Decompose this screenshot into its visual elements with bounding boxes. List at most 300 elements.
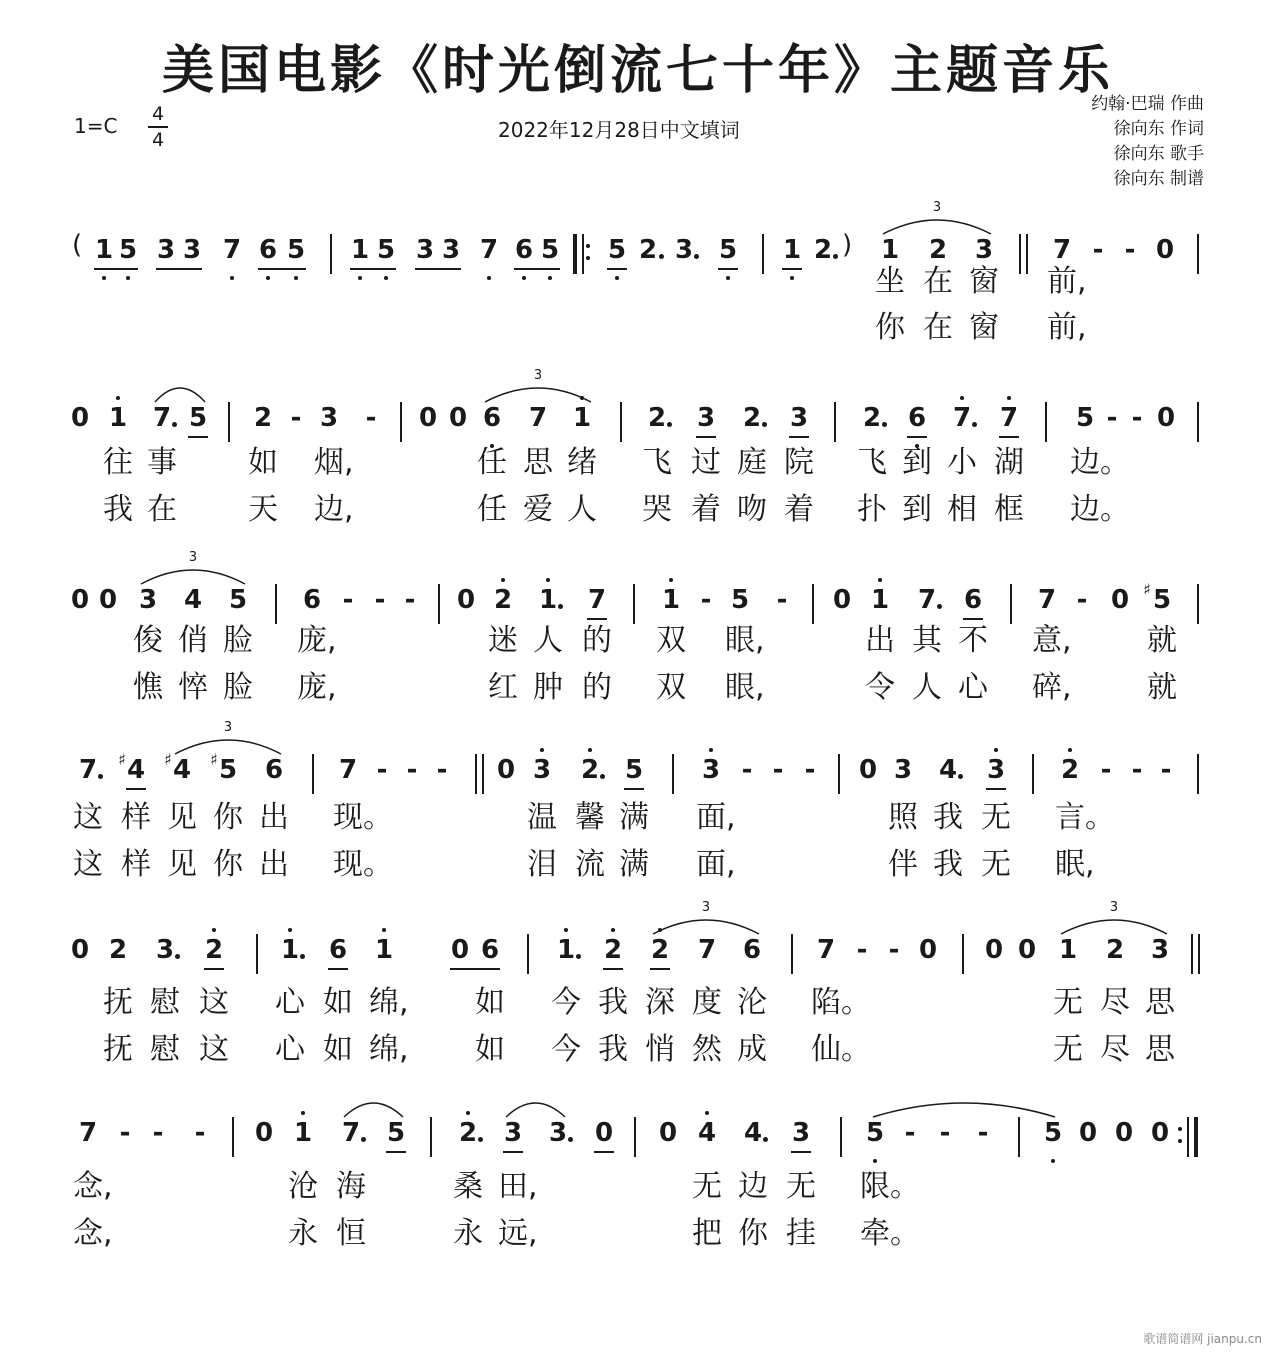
- note-dash: -: [977, 1118, 989, 1148]
- lyric-char: 温: [527, 800, 557, 835]
- lyric-char: 仙。: [811, 1032, 871, 1067]
- lyric-char: 窗: [969, 264, 999, 299]
- barline: [962, 934, 964, 974]
- note-digit: 5: [865, 1118, 885, 1148]
- note-digit: 1: [94, 235, 114, 265]
- triplet-number: 3: [533, 368, 543, 383]
- barline: [228, 402, 230, 442]
- time-signature-top: 4: [151, 103, 165, 125]
- augmentation-dot: [882, 422, 887, 427]
- repeat-end-barline: [1187, 1117, 1198, 1157]
- eighth-underline: [188, 436, 208, 438]
- triplet-number: 3: [932, 200, 942, 215]
- note-digit: 7: [479, 235, 499, 265]
- note-digit: 4: [126, 755, 146, 785]
- lyric-char: 深: [645, 985, 675, 1020]
- note-dash: -: [1131, 755, 1143, 785]
- lyric-char: 心: [275, 985, 305, 1020]
- upper-octave-dot: [301, 1111, 305, 1115]
- note-digit: 1: [280, 935, 300, 965]
- lyric-char: 烟,: [314, 445, 354, 480]
- note-digit: 5: [1043, 1118, 1063, 1148]
- lyric-char: 见: [167, 847, 197, 882]
- augmentation-dot: [762, 422, 767, 427]
- note-digit: 3: [789, 403, 809, 433]
- lyric-char: 尽: [1100, 985, 1130, 1020]
- note-digit: 1: [374, 935, 394, 965]
- barline: [834, 402, 836, 442]
- lyrics-verse-1-line-1: [0, 262, 1276, 302]
- note-dash: -: [888, 935, 900, 965]
- triplet-arc: [652, 912, 760, 936]
- eighth-underline: [328, 968, 348, 970]
- note-digit: 5: [386, 1118, 406, 1148]
- lyric-char: 悄: [645, 1032, 675, 1067]
- lyric-char: 在: [923, 264, 953, 299]
- barline: [1032, 754, 1034, 794]
- credits: [1091, 92, 1204, 192]
- note-dash: -: [406, 755, 418, 785]
- note-dash: -: [856, 935, 868, 965]
- barline: [232, 1117, 234, 1157]
- upper-octave-dot: [564, 928, 568, 932]
- lyric-char: 飞: [642, 445, 672, 480]
- credit-composer: 约翰·巴瑞 作曲: [1091, 94, 1204, 114]
- augmentation-dot: [175, 954, 180, 959]
- repeat-dot: [586, 256, 590, 260]
- lyrics-verse-1-line-5: [0, 983, 1276, 1023]
- note-digit: 0: [254, 1118, 274, 1148]
- lyric-char: 边,: [314, 492, 354, 527]
- slur-arc: [343, 1095, 404, 1119]
- note-digit: 4: [172, 755, 192, 785]
- note-digit: 5: [1075, 403, 1095, 433]
- lyric-char: 出: [259, 800, 289, 835]
- lyric-char: 悴: [178, 670, 208, 705]
- note-dash: -: [1131, 403, 1143, 433]
- subtitle: 2022年12月28日中文填词: [498, 118, 740, 142]
- note-digit: 3: [1150, 935, 1170, 965]
- lyric-char: 人: [533, 623, 563, 658]
- lyric-char: 眼,: [725, 623, 765, 658]
- lyric-char: 然: [692, 1032, 722, 1067]
- barline: [620, 402, 622, 442]
- lyric-char: 面,: [696, 800, 736, 835]
- note-digit: 6: [258, 235, 278, 265]
- note-digit: 2: [647, 403, 667, 433]
- augmentation-dot: [667, 422, 672, 427]
- augmentation-dot: [300, 954, 305, 959]
- note-digit: 2: [650, 935, 670, 965]
- lyric-char: 院: [784, 445, 814, 480]
- lyric-char: 样: [121, 800, 151, 835]
- lyric-char: 就: [1147, 670, 1177, 705]
- lyric-char: 馨: [575, 800, 605, 835]
- augmentation-dot: [694, 254, 699, 259]
- note-dash: -: [772, 755, 784, 785]
- note-digit: 7: [152, 403, 172, 433]
- note-digit: 5: [286, 235, 306, 265]
- lyric-char: 田,: [498, 1169, 538, 1204]
- note-digit: 7: [78, 755, 98, 785]
- lyric-char: 事: [147, 445, 177, 480]
- lyrics-verse-2-line-2: [0, 490, 1276, 530]
- upper-octave-dot: [611, 928, 615, 932]
- note-digit: 3: [974, 235, 994, 265]
- triplet-number: 3: [701, 900, 711, 915]
- note-digit: 6: [514, 235, 534, 265]
- augmentation-dot: [558, 604, 563, 609]
- note-digit: 4: [697, 1118, 717, 1148]
- time-signature: [146, 102, 170, 152]
- note-digit: 1: [293, 1118, 313, 1148]
- lyric-char: 思: [1145, 1032, 1175, 1067]
- lyric-char: 心: [958, 670, 988, 705]
- note-digit: 0: [450, 935, 470, 965]
- note-dash: -: [700, 585, 712, 615]
- note-digit: 3: [893, 755, 913, 785]
- upper-octave-dot: [994, 748, 998, 752]
- lyric-char: 边。: [1070, 492, 1130, 527]
- lyric-char: 的: [582, 623, 612, 658]
- barline: [791, 934, 793, 974]
- triplet-number: 3: [188, 550, 198, 565]
- note-digit: 3: [138, 585, 158, 615]
- note-digit: 2: [862, 403, 882, 433]
- lyric-char: 见: [167, 800, 197, 835]
- eighth-underline: [907, 436, 927, 438]
- lyric-char: 俊: [133, 623, 163, 658]
- lyric-char: 爱: [523, 492, 553, 527]
- note-digit: 1: [1058, 935, 1078, 965]
- note-digit: 1: [661, 585, 681, 615]
- lyric-char: 思: [1145, 985, 1175, 1020]
- triplet-arc: [484, 380, 592, 404]
- lyric-char: 飞: [857, 445, 887, 480]
- augmentation-dot: [98, 774, 103, 779]
- sharp-sign: ♯: [1143, 580, 1151, 599]
- barline: [634, 1117, 636, 1157]
- note-digit: 5: [118, 235, 138, 265]
- lyric-char: 沦: [737, 985, 767, 1020]
- lyric-char: 吻: [737, 492, 767, 527]
- eighth-underline: [789, 436, 809, 438]
- augmentation-dot: [972, 422, 977, 427]
- note-digit: 2: [458, 1118, 478, 1148]
- note-digit: 6: [480, 935, 500, 965]
- lyric-char: 湖: [994, 445, 1024, 480]
- note-digit: 4: [743, 1118, 763, 1148]
- lyric-char: 永: [288, 1216, 318, 1251]
- lyric-char: 坐: [875, 264, 905, 299]
- lyric-char: 碎,: [1032, 670, 1072, 705]
- note-digit: 0: [448, 403, 468, 433]
- note-digit: 3: [791, 1118, 811, 1148]
- lyric-char: 令: [865, 670, 895, 705]
- lyric-char: 陷。: [811, 985, 871, 1020]
- note-digit: 4: [183, 585, 203, 615]
- lyric-char: 天: [248, 492, 278, 527]
- note-dash: -: [152, 1118, 164, 1148]
- barline: [1197, 754, 1199, 794]
- note-digit: 7: [917, 585, 937, 615]
- slur-arc: [505, 1095, 566, 1119]
- note-digit: 6: [963, 585, 983, 615]
- note-dash: -: [1106, 403, 1118, 433]
- upper-octave-dot: [382, 928, 386, 932]
- note-digit: 0: [1150, 1118, 1170, 1148]
- lyric-char: 往: [103, 445, 133, 480]
- triplet-arc: [1060, 912, 1168, 936]
- lyrics-verse-2-line-5: [0, 1030, 1276, 1070]
- note-digit: 1: [108, 403, 128, 433]
- note-digit: 2: [603, 935, 623, 965]
- note-digit: 5: [1152, 585, 1172, 615]
- note-digit: 0: [418, 403, 438, 433]
- note-digit: 2: [493, 585, 513, 615]
- lower-octave-dot: [873, 1159, 877, 1163]
- lyric-char: 你: [875, 310, 905, 345]
- lyric-char: 满: [619, 847, 649, 882]
- note-digit: 0: [1110, 585, 1130, 615]
- note-digit: 5: [218, 755, 238, 785]
- repeat-dot: [586, 244, 590, 248]
- note-digit: 1: [538, 585, 558, 615]
- lyric-char: 我: [933, 847, 963, 882]
- note-digit: 0: [496, 755, 516, 785]
- lyric-char: 庞,: [297, 623, 337, 658]
- lyric-char: 限。: [860, 1169, 920, 1204]
- lyric-char: 这: [199, 1032, 229, 1067]
- lyric-char: 如: [248, 445, 278, 480]
- note-digit: 6: [482, 403, 502, 433]
- barline: [840, 1117, 842, 1157]
- upper-octave-dot: [705, 1111, 709, 1115]
- lyric-char: 抚: [103, 985, 133, 1020]
- note-digit: 0: [70, 935, 90, 965]
- note-digit: 3: [182, 235, 202, 265]
- lyric-char: 现。: [333, 847, 393, 882]
- lyric-char: 框: [994, 492, 1024, 527]
- lyric-char: 思: [523, 445, 553, 480]
- note-digit: 6: [328, 935, 348, 965]
- lyrics-verse-1-line-6: [0, 1167, 1276, 1207]
- note-dash: -: [904, 1118, 916, 1148]
- barline: [400, 402, 402, 442]
- lyric-char: 照: [888, 800, 918, 835]
- lyric-char: 沧: [288, 1169, 318, 1204]
- triplet-arc: [174, 732, 282, 756]
- lyric-char: 到: [902, 492, 932, 527]
- lyric-char: 绪: [567, 445, 597, 480]
- lyric-char: 肿: [533, 670, 563, 705]
- barline: [1010, 584, 1012, 624]
- note-digit: 7: [338, 755, 358, 785]
- upper-octave-dot: [588, 748, 592, 752]
- lyric-char: 桑: [453, 1169, 483, 1204]
- lyric-char: 抚: [103, 1032, 133, 1067]
- lyric-char: 任: [477, 492, 507, 527]
- lyric-char: 的: [582, 670, 612, 705]
- lyric-char: 成: [737, 1032, 767, 1067]
- lyric-char: 无: [692, 1169, 722, 1204]
- lyric-char: 在: [923, 310, 953, 345]
- barline: [312, 754, 314, 794]
- upper-octave-dot: [546, 578, 550, 582]
- lyric-char: 牵。: [860, 1216, 920, 1251]
- lyrics-verse-2-line-1: [0, 308, 1276, 348]
- lyric-char: 脸: [223, 670, 253, 705]
- triplet-number: 3: [223, 720, 233, 735]
- lyric-char: 面,: [696, 847, 736, 882]
- eighth-underline: [650, 968, 670, 970]
- upper-octave-dot: [466, 1111, 470, 1115]
- lyric-char: 小: [947, 445, 977, 480]
- note-dash: -: [741, 755, 753, 785]
- augmentation-dot: [478, 1137, 483, 1142]
- note-dash: -: [365, 403, 377, 433]
- eighth-underline: [386, 1151, 406, 1153]
- lyric-char: 尽: [1100, 1032, 1130, 1067]
- lyric-char: 把: [692, 1216, 722, 1251]
- lyric-char: 憔: [133, 670, 163, 705]
- augmentation-dot: [763, 1137, 768, 1142]
- note-digit: 2: [813, 235, 833, 265]
- credit-singer: 徐向东 歌手: [1113, 144, 1204, 164]
- note-digit: 0: [1017, 935, 1037, 965]
- eighth-underline: [587, 618, 607, 620]
- note-digit: 5: [228, 585, 248, 615]
- lyric-char: 挂: [786, 1216, 816, 1251]
- note-dash: -: [342, 585, 354, 615]
- augmentation-dot: [568, 1137, 573, 1142]
- lyric-char: 你: [213, 847, 243, 882]
- notation-line-5: [0, 900, 1276, 990]
- lyric-char: 绵,: [369, 1032, 409, 1067]
- note-digit: 5: [718, 235, 738, 265]
- eighth-underline: [126, 788, 146, 790]
- lyric-char: 哭: [642, 492, 672, 527]
- note-digit: 0: [1155, 235, 1175, 265]
- note-digit: 0: [832, 585, 852, 615]
- lyric-char: 脸: [223, 623, 253, 658]
- lyrics-verse-1-line-2: [0, 443, 1276, 483]
- note-digit: 7: [528, 403, 548, 433]
- augmentation-dot: [600, 774, 605, 779]
- note-digit: 5: [376, 235, 396, 265]
- lyric-char: 言。: [1055, 800, 1115, 835]
- eighth-underline: [594, 1151, 614, 1153]
- barline: [633, 584, 635, 624]
- note-digit: 3: [441, 235, 461, 265]
- note-dash: -: [404, 585, 416, 615]
- eighth-underline: [696, 436, 716, 438]
- lyric-char: 前,: [1047, 310, 1087, 345]
- note-digit: 1: [556, 935, 576, 965]
- note-digit: 0: [1156, 403, 1176, 433]
- lyric-char: 无: [981, 847, 1011, 882]
- lyric-char: 如: [475, 1032, 505, 1067]
- lyric-char: 迷: [488, 623, 518, 658]
- lyric-char: 出: [259, 847, 289, 882]
- lyric-char: 海: [336, 1169, 366, 1204]
- note-dash: -: [1160, 755, 1172, 785]
- upper-octave-dot: [878, 578, 882, 582]
- lyric-char: 到: [902, 445, 932, 480]
- augmentation-dot: [833, 254, 838, 259]
- lyric-char: 我: [103, 492, 133, 527]
- lyric-char: 你: [738, 1216, 768, 1251]
- slur-arc: [872, 1095, 1056, 1119]
- barline: [438, 584, 440, 624]
- note-digit: 3: [319, 403, 339, 433]
- note-digit: 6: [264, 755, 284, 785]
- eighth-underline: [603, 968, 623, 970]
- barline: [1018, 1117, 1020, 1157]
- note-digit: 1: [350, 235, 370, 265]
- lyric-char: 意,: [1032, 623, 1072, 658]
- note-dash: -: [119, 1118, 131, 1148]
- note-digit: 1: [870, 585, 890, 615]
- note-digit: 0: [70, 585, 90, 615]
- note-digit: 7: [78, 1118, 98, 1148]
- note-dash: -: [939, 1118, 951, 1148]
- barline: [672, 754, 674, 794]
- triplet-arc: [140, 562, 246, 586]
- note-digit: 5: [188, 403, 208, 433]
- repeat-dot: [1178, 1139, 1182, 1143]
- lyric-char: 眠,: [1055, 847, 1095, 882]
- note-dash: -: [1076, 585, 1088, 615]
- triplet-number: 3: [1109, 900, 1119, 915]
- note-digit: 3: [156, 235, 176, 265]
- note-digit: 2: [1060, 755, 1080, 785]
- note-dash: -: [1100, 755, 1112, 785]
- lyric-char: 你: [213, 800, 243, 835]
- lower-octave-dot: [1051, 1159, 1055, 1163]
- note-digit: 0: [98, 585, 118, 615]
- note-digit: 0: [658, 1118, 678, 1148]
- notation-line-6: [0, 1093, 1276, 1173]
- note-digit: 2: [1105, 935, 1125, 965]
- barline: [838, 754, 840, 794]
- note-digit: 5: [540, 235, 560, 265]
- upper-octave-dot: [540, 748, 544, 752]
- lyric-char: 慰: [150, 985, 180, 1020]
- note-digit: 0: [1114, 1118, 1134, 1148]
- eighth-underline: [204, 968, 224, 970]
- barline: [527, 934, 529, 974]
- barline: [1045, 402, 1047, 442]
- slur-arc: [154, 380, 206, 404]
- note-digit: 2: [638, 235, 658, 265]
- upper-octave-dot: [669, 578, 673, 582]
- note-dash: -: [1124, 235, 1136, 265]
- note-digit: 7: [1052, 235, 1072, 265]
- lyric-char: 俏: [178, 623, 208, 658]
- lyric-char: 今: [551, 1032, 581, 1067]
- note-digit: 7: [952, 403, 972, 433]
- lyric-char: 我: [933, 800, 963, 835]
- note-digit: 0: [70, 403, 90, 433]
- lyric-char: 远,: [498, 1216, 538, 1251]
- open-paren: (: [72, 230, 83, 260]
- lyric-char: 绵,: [369, 985, 409, 1020]
- eighth-underline: [791, 1151, 811, 1153]
- note-digit: 0: [984, 935, 1004, 965]
- lyric-char: 窗: [969, 310, 999, 345]
- lyric-char: 不: [958, 623, 988, 658]
